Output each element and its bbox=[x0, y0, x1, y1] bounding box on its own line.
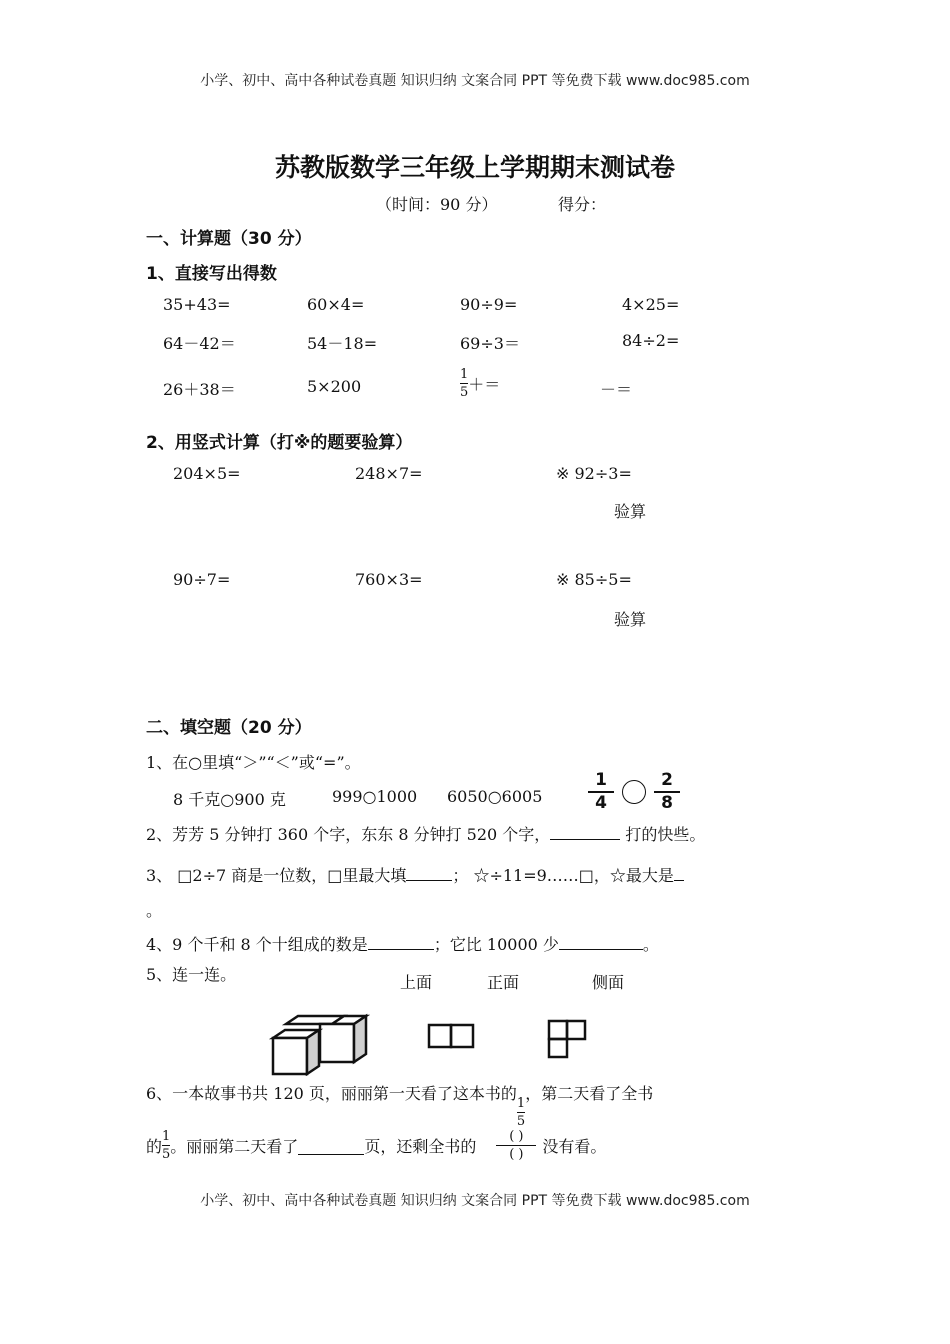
calc-3-4: －＝ bbox=[600, 380, 633, 399]
calc-2-2: 54－18= bbox=[307, 334, 378, 353]
fraction: $\frac{1}{5}$ bbox=[162, 1129, 171, 1162]
vertical-1-3: ※ 92÷3= bbox=[556, 464, 632, 483]
cube-figure bbox=[268, 1012, 372, 1076]
fill-q3: 3、 □2÷7 商是一位数，□里最大填 ； ☆÷11=9……□，☆最大是 bbox=[146, 863, 684, 886]
answer-blank[interactable] bbox=[550, 838, 620, 840]
calc-3-2: 5×200 bbox=[307, 377, 362, 396]
view-label-side: 侧面 bbox=[592, 973, 625, 992]
fill-q1: 1、在○里填“＞”“＜”或“=”。 bbox=[146, 753, 361, 772]
check-label-2: 验算 bbox=[614, 610, 647, 629]
fraction-right: 2 8 bbox=[654, 772, 680, 812]
side-view-shape bbox=[546, 1018, 592, 1060]
page-header: 小学、初中、高中各种试卷真题 知识归纳 文案合同 PPT 等免费下载 www.doc985.com bbox=[200, 73, 750, 89]
calc-1-1: 35+43= bbox=[163, 295, 231, 314]
paren-fraction[interactable]: $\frac{( )}{( )}$ bbox=[496, 1130, 536, 1161]
fill-q3-end: 。 bbox=[146, 901, 163, 920]
vertical-1-1: 204×5= bbox=[173, 464, 241, 483]
page-footer: 小学、初中、高中各种试卷真题 知识归纳 文案合同 PPT 等免费下载 www.doc985.com bbox=[200, 1193, 750, 1209]
calc-2-1: 64－42＝ bbox=[163, 334, 236, 353]
calc-3-3: $\frac{1}{5}$ ＋＝ bbox=[460, 367, 501, 400]
calc-2-4: 84÷2= bbox=[622, 331, 680, 350]
calc-2-3: 69÷3＝ bbox=[460, 334, 520, 353]
calc-1-4: 4×25= bbox=[622, 295, 680, 314]
vertical-1-2: 248×7= bbox=[355, 464, 423, 483]
fill-q2: 2、芳芳 5 分钟打 360 个字，东东 8 分钟打 520 个字， 打的快些。 bbox=[146, 825, 706, 844]
section2-title: 二、填空题（20 分） bbox=[146, 718, 312, 738]
fill-q6-line1: 6、一本故事书共 120 页，丽丽第一天看了这本书的 $\frac{1}{5}$ ，第二天看了全书 bbox=[146, 1084, 654, 1129]
score-label: 得分： bbox=[558, 195, 607, 214]
compare-2: 999○1000 bbox=[332, 787, 418, 806]
vertical-2-2: 760×3= bbox=[355, 570, 423, 589]
calc-1-2: 60×4= bbox=[307, 295, 365, 314]
page-title: 苏教版数学三年级上学期期末测试卷 bbox=[274, 153, 675, 182]
view-label-front: 正面 bbox=[487, 973, 520, 992]
calc-3-1: 26＋38＝ bbox=[163, 380, 236, 399]
section1-q1-title: 1、直接写出得数 bbox=[146, 264, 277, 284]
top-view-shape bbox=[427, 1023, 477, 1051]
calc-1-3: 90÷9= bbox=[460, 295, 518, 314]
fill-q4: 4、9 个千和 8 个十组成的数是 ；它比 10000 少 。 bbox=[146, 935, 659, 954]
answer-blank[interactable] bbox=[368, 948, 434, 950]
check-label-1: 验算 bbox=[614, 502, 647, 521]
compare-3: 6050○6005 bbox=[447, 787, 543, 806]
fill-q6-line2: 的 $\frac{1}{5}$ 。丽丽第二天看了 页，还剩全书的 $\frac{( )}{( )}$ 没有看。 bbox=[146, 1129, 607, 1162]
compare-1: 8 千克○900 克 bbox=[173, 790, 286, 809]
compare-4 bbox=[588, 772, 680, 812]
time-limit: （时间：90 分） bbox=[376, 195, 498, 214]
vertical-2-3: ※ 85÷5= bbox=[556, 570, 632, 589]
vertical-2-1: 90÷7= bbox=[173, 570, 231, 589]
section1-q2-title: 2、用竖式计算（打※的题要验算） bbox=[146, 433, 413, 453]
section1-title: 一、计算题（30 分） bbox=[146, 229, 312, 249]
fraction: $\frac{1}{5}$ bbox=[460, 367, 469, 400]
answer-blank[interactable] bbox=[559, 948, 643, 950]
answer-blank[interactable] bbox=[298, 1153, 364, 1155]
answer-blank[interactable] bbox=[406, 879, 452, 881]
fill-q5: 5、连一连。 bbox=[146, 965, 237, 984]
compare-circle[interactable] bbox=[622, 780, 646, 804]
answer-blank[interactable] bbox=[674, 879, 684, 881]
view-label-top: 上面 bbox=[400, 973, 433, 992]
fraction-left: 1 4 bbox=[588, 772, 614, 812]
fraction: $\frac{1}{5}$ bbox=[516, 1096, 526, 1129]
